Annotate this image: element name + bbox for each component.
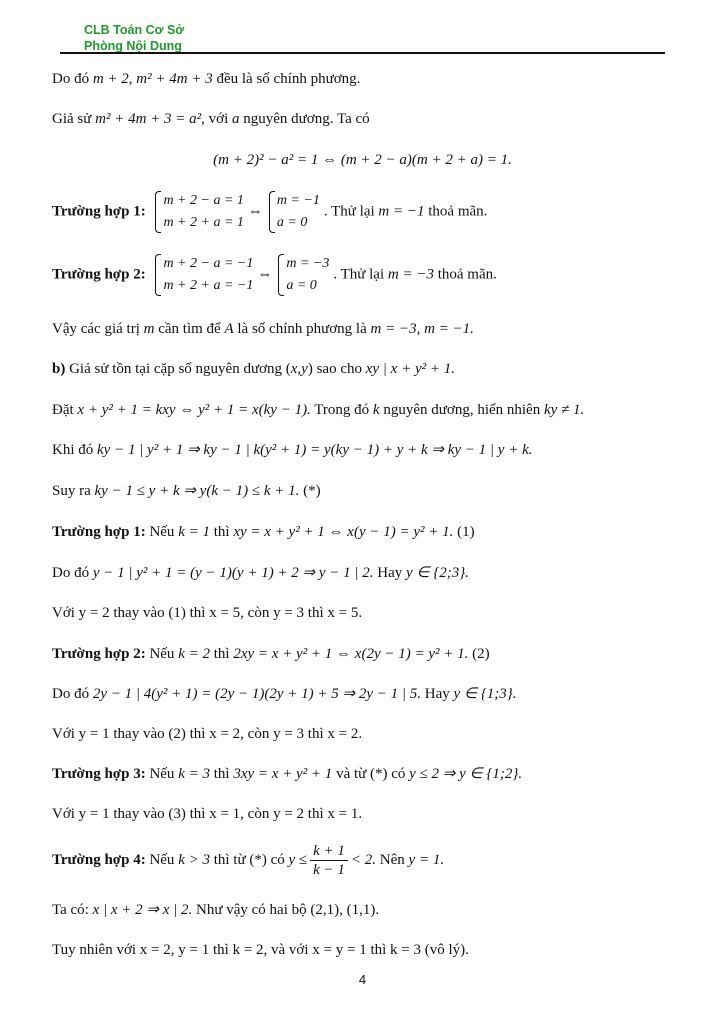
text-lead: Do đó [52, 686, 93, 702]
math-expr: y ≤ [288, 851, 308, 868]
paragraph-gia-su [52, 110, 673, 128]
fraction [310, 842, 348, 879]
paragraph-tuy-nhien: Tuy nhiên với x = 2, y = 1 thì k = 2, và với x = y = 1 thì k = 3 (vô lý). [52, 942, 469, 958]
case-k1-do-do [52, 564, 673, 582]
math-expr: ky − 1 | y² + 1 ⇒ ky − 1 | k(y² + 1) = y(ky − 1) + y + k ⇒ ky − 1 | y + k. [97, 442, 533, 458]
paragraph-suy-ra [52, 482, 673, 500]
page-number: 4 [358, 972, 367, 987]
text-mid: thì [209, 646, 234, 662]
text-lead: Nếu [145, 766, 179, 782]
system-row: m + 2 + a = 1 [163, 215, 244, 230]
text-tail: nguyên dương. Ta có [239, 111, 370, 127]
text-tail: thoả mãn. [433, 266, 497, 283]
paragraph-part-b [52, 360, 673, 378]
text-lead: Giả sử [52, 111, 96, 127]
text-tail: . Thử lại [323, 203, 379, 220]
text-mid: ) sao cho [307, 361, 366, 377]
math-expr: m = −3 [387, 266, 434, 283]
case-label: Trường hợp 4: [52, 851, 146, 868]
fraction-denominator: k − 1 [313, 862, 345, 878]
case-label: Trường hợp 2: [52, 646, 146, 662]
case-label: Trường hợp 2: [52, 266, 146, 283]
text-lead: Do đó [52, 71, 93, 87]
case-label: Trường hợp 3: [52, 766, 146, 782]
paragraph-conclusion-a [52, 320, 673, 338]
math-expr: m = −1 [378, 203, 425, 220]
text-mid: Trong đó [310, 402, 373, 418]
text-tail: đều là số chính phương. [212, 71, 361, 87]
case-k2 [52, 645, 673, 663]
condition: k = 3 [178, 766, 210, 782]
case-2-block [52, 253, 673, 297]
case-k1-voi: Với y = 2 thay vào (1) thì x = 5, còn y = 3 thì x = 5. [52, 605, 363, 621]
equiv-arrow: ⇔ [247, 203, 263, 220]
text-mid: thì [209, 524, 234, 540]
var-m: m [143, 321, 155, 337]
header-department: Phòng Nội Dung [84, 39, 182, 53]
text-mid: Hay [421, 686, 454, 702]
text-tail: , với [201, 111, 233, 127]
case-k3 [52, 765, 673, 783]
system-row: a = 0 [286, 278, 317, 293]
header-divider [60, 52, 665, 54]
equation-centered: (m + 2)² − a² = 1 ⇔ (m + 2 − a)(m + 2 + a) = 1. [213, 152, 512, 168]
math-expr: y − 1 | y² + 1 = (y − 1)(y + 1) + 2 ⇒ y − 1 | 2. [92, 565, 374, 581]
text-lead: Vậy các giá trị [52, 321, 144, 337]
paragraph-dat [52, 401, 673, 419]
text-lead: Nếu [145, 646, 179, 662]
case-1-block [52, 190, 673, 234]
condition: k > 3 [178, 851, 210, 868]
text-lead: Nếu [145, 851, 179, 868]
system-row: m + 2 − a = −1 [163, 256, 254, 271]
var-a: a [232, 111, 240, 127]
paragraph-ta-co [52, 901, 673, 919]
text-mid: thì từ (*) có [209, 851, 289, 868]
math-expr: m = −3, m = −1. [370, 321, 474, 337]
math-expr: y ∈ {1;3}. [453, 686, 517, 702]
math-expr: x | x + 2 ⇒ x | 2. [92, 902, 193, 918]
math-expr: 3xy = x + y² + 1 [233, 766, 333, 782]
text-lead: Nếu [145, 524, 179, 540]
text-tail: là số chính phương là [233, 321, 371, 337]
math-expr: x + y² + 1 = kxy ⇔ y² + 1 = x(ky − 1). [77, 402, 311, 418]
case-k2-do-do [52, 685, 673, 703]
case-k3-voi: Với y = 1 thay vào (3) thì x = 1, còn y = 2 thì x = 1. [52, 806, 363, 822]
system-row: m = −1 [276, 193, 320, 208]
equation-tag: (1) [453, 524, 475, 540]
system-row: m + 2 − a = 1 [163, 193, 244, 208]
text-mid: thì [209, 766, 234, 782]
fraction-numerator: k + 1 [310, 842, 348, 861]
text-lead: Giả sử tồn tại cặp số nguyên dương ( [65, 361, 291, 377]
condition: k = 2 [178, 646, 210, 662]
math-expr: y ≤ 2 ⇒ y ∈ {1;2}. [409, 766, 523, 782]
math-expr: ky ≠ 1. [543, 402, 585, 418]
math-expr: 2xy = x + y² + 1 ⇔ x(2y − 1) = y² + 1. [233, 646, 469, 662]
math-expr: m + 2, m² + 4m + 3 [92, 71, 213, 87]
system-row: m = −3 [286, 256, 330, 271]
text-tail: Như vậy có hai bộ (2,1), (1,1). [192, 902, 380, 918]
equiv-arrow: ⇔ [257, 266, 273, 283]
system-row: a = 0 [276, 215, 308, 230]
system-left [153, 190, 243, 234]
text-tail: thoả mãn. [424, 203, 488, 220]
var-xy: x,y [290, 361, 308, 377]
text-mid: và từ (*) có [332, 766, 410, 782]
math-expr: 2y − 1 | 4(y² + 1) = (2y − 1)(2y + 1) + 5 ⇒ 2y − 1 | 5. [92, 686, 422, 702]
system-row: m + 2 + a = −1 [163, 278, 254, 293]
system-right [276, 253, 329, 297]
math-expr: xy | x + y² + 1. [365, 361, 455, 377]
paragraph-khi-do [52, 441, 673, 459]
case-k4 [52, 842, 673, 879]
text-mid: Hay [373, 565, 407, 581]
math-expr: y ∈ {2;3}. [406, 565, 469, 581]
page-header [84, 22, 184, 54]
equation-tag: (2) [468, 646, 490, 662]
text-tail: nguyên dương, hiển nhiên [379, 402, 544, 418]
var-A: A [224, 321, 234, 337]
header-club-name: CLB Toán Cơ Sở [84, 23, 185, 37]
paragraph-do-do [52, 70, 673, 88]
text-mid: cần tìm để [154, 321, 225, 337]
part-label: b) [52, 361, 66, 377]
system-left [153, 253, 253, 297]
case-k2-voi: Với y = 1 thay vào (2) thì x = 2, còn y = 3 thì x = 2. [52, 726, 363, 742]
math-expr: m² + 4m + 3 = a² [95, 111, 202, 127]
system-right [267, 190, 320, 234]
text-lead: Ta có: [52, 902, 93, 918]
case-k1 [52, 523, 673, 541]
text-lead: Khi đó [52, 442, 97, 458]
case-label: Trường hợp 1: [52, 524, 146, 540]
text-lead: Do đó [52, 565, 93, 581]
math-expr: ky − 1 ≤ y + k ⇒ y(k − 1) ≤ k + 1. [94, 483, 300, 499]
text-lead: Suy ra [52, 483, 95, 499]
var-k: k [372, 402, 380, 418]
text-tail: . Thử lại [333, 266, 388, 283]
text-lead: Đặt [52, 402, 78, 418]
text-mid: Nên [376, 851, 409, 868]
math-expr: < 2. [350, 851, 377, 868]
math-expr: xy = x + y² + 1 ⇔ x(y − 1) = y² + 1. [233, 524, 454, 540]
math-expr: y = 1. [408, 851, 445, 868]
condition: k = 1 [178, 524, 210, 540]
case-label: Trường hợp 1: [52, 203, 146, 220]
text-tail: (*) [299, 483, 321, 499]
